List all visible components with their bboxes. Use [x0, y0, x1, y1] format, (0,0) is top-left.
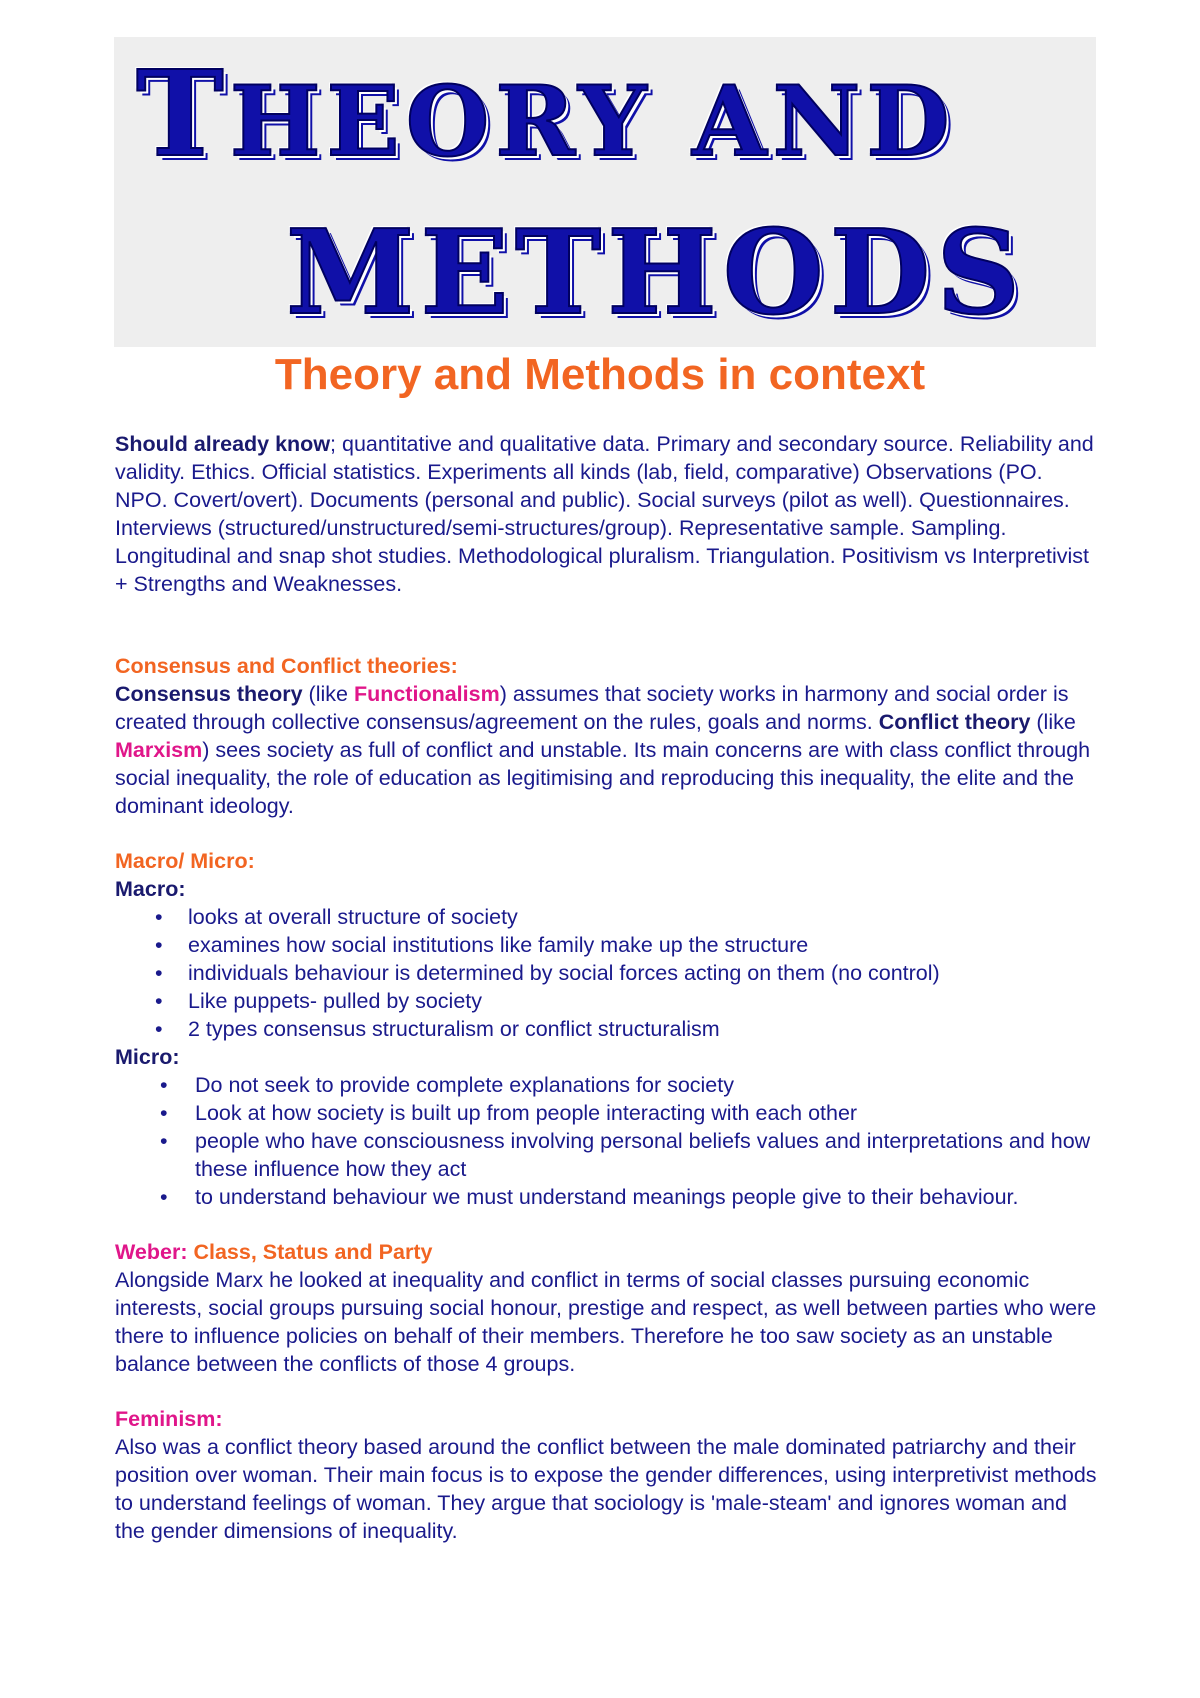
conflict-theory-term: Conflict theory [878, 710, 1031, 734]
weber-heading-topic: Class, Status and Party [187, 1240, 433, 1264]
list-item: • Look at how society is built up from people interacting with each other [115, 1099, 1100, 1127]
consensus-theory-term: Consensus theory [115, 682, 303, 706]
marxism-term: Marxism [115, 738, 203, 762]
intro-text: ; quantitative and qualitative data. Primary and secondary source. Reliability and validity. Ethics. Official statistics. Experiments all kinds (lab, field, comparative) Observations (PO. NPO. Covert/overt). Documents (personal and public). Social surveys (pilot as well). Questionnaires. Interviews (structured/unstructured/semi-structures/group). Representative sample. Sampling. Longitudinal and snap shot studies. Methodological pluralism. Triangulation. Positivism vs Interpretivist + Strengths and Weaknesses. [115, 432, 1094, 596]
list-item: • Do not seek to provide complete explanations for society [115, 1071, 1100, 1099]
feminism-heading: Feminism: [115, 1407, 223, 1431]
banner-title-rest: HEORY AND [229, 65, 956, 178]
list-item: • examines how social institutions like family make up the structure [115, 931, 1100, 959]
list-item: • people who have consciousness involving personal beliefs values and interpretations and how these influence how they act [115, 1127, 1100, 1183]
intro-lead: Should already know [115, 432, 331, 456]
list-item: • to understand behaviour we must understand meanings people give to their behaviour. [115, 1183, 1100, 1211]
macro-list [115, 903, 1100, 1043]
micro-list [115, 1071, 1100, 1211]
macro-label: Macro: [115, 877, 186, 901]
consensus-text-a: (like [302, 682, 354, 706]
page-subtitle: Theory and Methods in context [274, 350, 926, 399]
banner-title-line-2: METHODS [286, 205, 1027, 341]
macro-micro-heading: Macro/ Micro: [115, 849, 255, 873]
micro-label: Micro: [115, 1045, 180, 1069]
conflict-text-b: ) sees society as full of conflict and unstable. Its main concerns are with class conflict through social inequality, the role of education as legitimising and reproducing this inequality, the elite and the dominant ideology. [115, 738, 1091, 818]
banner-title-capital: T [136, 44, 230, 183]
intro-paragraph [115, 430, 1100, 598]
list-item: • 2 types consensus structuralism or conflict structuralism [115, 1015, 1100, 1043]
list-item: • individuals behaviour is determined by social forces acting on them (no control) [115, 959, 1100, 987]
consensus-text-b: ) assumes that society works in harmony and social order is created through collective consensus/agreement on the rules, goals and norms. [115, 682, 1069, 734]
weber-paragraph: Alongside Marx he looked at inequality and conflict in terms of social classes pursuing economic interests, social groups pursuing social honour, prestige and respect, as well between parties who were there to influence policies on behalf of their members. Therefore he too saw society as an unstable balance between the conflicts of those 4 groups. [115, 1268, 1097, 1376]
consensus-paragraph [115, 680, 1100, 820]
list-item: • Like puppets- pulled by society [115, 987, 1100, 1015]
functionalism-term: Functionalism [353, 682, 500, 706]
consensus-heading: Consensus and Conflict theories: [115, 654, 458, 678]
title-banner [114, 37, 1096, 347]
weber-heading [115, 1238, 1100, 1266]
document-body [115, 430, 1100, 1545]
feminism-paragraph: Also was a conflict theory based around the conflict between the male dominated patriarchy and their position over woman. Their main focus is to expose the gender differences, using interpretivist methods to understand feelings of woman. They argue that sociology is 'male-steam' and ignores woman and the gender dimensions of inequality. [115, 1435, 1097, 1543]
conflict-text-a: (like [1030, 710, 1076, 734]
weber-heading-name: Weber: [115, 1240, 188, 1264]
list-item: • looks at overall structure of society [115, 903, 1100, 931]
banner-title-line-1 [114, 44, 1118, 183]
